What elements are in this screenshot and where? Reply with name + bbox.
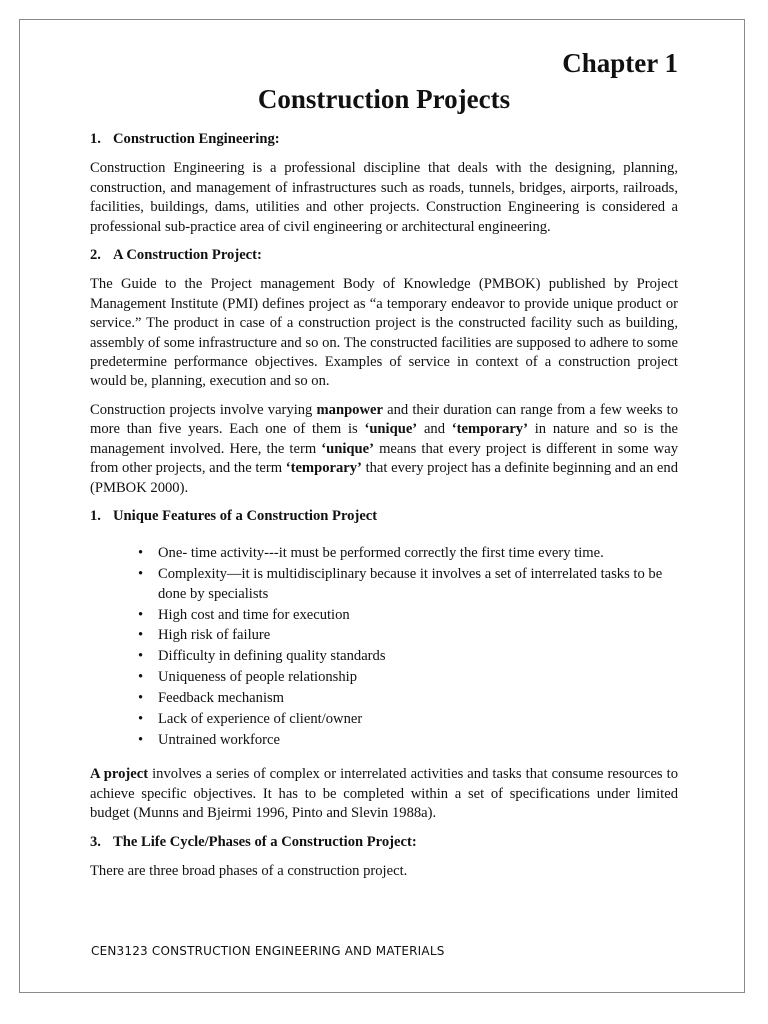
bullet-icon: •: [138, 606, 144, 623]
section-number: 1.: [90, 131, 101, 147]
list-item-text: Lack of experience of client/owner: [158, 711, 363, 728]
chapter-label: Chapter 1: [562, 48, 678, 78]
bullet-icon: •: [138, 669, 144, 686]
list-item-text: Feedback mechanism: [158, 690, 285, 707]
project-duration-paragraph: [90, 401, 678, 498]
list-item: [90, 689, 678, 708]
bullet-icon: •: [138, 648, 144, 665]
list-item-text: Complexity—it is multidisciplinary because it involves a set of interrelated tasks to be done by specialists: [158, 566, 663, 602]
bold-term-temporary: ‘temporary’: [285, 460, 362, 477]
section-heading-text: Unique Features of a Construction Project: [113, 507, 378, 524]
list-item: [90, 544, 678, 563]
section-heading-text: Construction Engineering:: [113, 131, 280, 147]
list-item-text: One- time activity---it must be performed correctly the first time every time.: [158, 545, 604, 562]
list-item: [90, 626, 678, 645]
text-run: that every project has a definite beginning and an end (PMBOK 2000).: [90, 460, 679, 496]
project-definition-paragraph: [90, 765, 678, 823]
text-run: Construction projects involve varying: [90, 401, 317, 418]
section-heading-construction-engineering: [90, 130, 678, 149]
page-title: Construction Projects: [257, 84, 511, 114]
section-heading-unique-features: [90, 507, 678, 526]
bold-term-unique: ‘unique’: [364, 421, 418, 438]
unique-features-list: [90, 544, 678, 750]
document-page: [19, 19, 745, 993]
bold-term-manpower: manpower: [316, 401, 383, 418]
list-item-text: Uniqueness of people relationship: [158, 669, 357, 686]
page-content: [90, 46, 678, 890]
bullet-icon: •: [138, 690, 144, 707]
list-item-text: High cost and time for execution: [158, 606, 350, 623]
text-run: involves a series of complex or interrelated activities and tasks that consume resources to achieve specific objectives. It has to be completed within a set of specifications under limited budget (Munns and Bjeirmi 1996, Pinto and Slevin 1988a).: [90, 766, 678, 822]
list-item-text: High risk of failure: [158, 627, 271, 644]
section-number: 2.: [90, 247, 101, 264]
section-heading-text: The Life Cycle/Phases of a Construction Project:: [113, 833, 417, 850]
bullet-icon: •: [138, 627, 144, 644]
section-heading-text: A Construction Project:: [113, 247, 262, 264]
bullet-icon: •: [138, 545, 144, 562]
bullet-icon: •: [138, 566, 144, 583]
section-heading-life-cycle: [90, 833, 678, 852]
list-item: [90, 647, 678, 666]
section-number: 3.: [90, 833, 101, 850]
construction-engineering-paragraph: Construction Engineering is a professional discipline that deals with the designing, planning, construction, and management of infrastructures such as roads, tunnels, bridges, airports, railroads, facilities, buildings, dams, utilities and other projects. Construction Engineering is considered a professional sub-practice area of civil engineering or architectural engineering.: [90, 160, 678, 235]
list-item: [90, 710, 678, 729]
bold-term-temporary: ‘temporary’: [451, 421, 528, 438]
list-item: [90, 606, 678, 625]
list-item: [90, 565, 678, 604]
page-footer: CEN3123 CONSTRUCTION ENGINEERING AND MATERIALS: [91, 944, 445, 958]
list-item-text: Difficulty in defining quality standards: [158, 648, 386, 665]
list-item: [90, 731, 678, 750]
bullet-icon: •: [138, 731, 144, 748]
section-heading-construction-project: [90, 246, 678, 265]
text-run: in nature and so is the management involved. Here, the term: [90, 421, 678, 457]
bold-term-unique: ‘unique’: [321, 440, 374, 457]
text-run: means that every project is different in some way from other projects, and the term: [90, 440, 678, 477]
bold-term-a-project: A project: [90, 766, 149, 783]
pmbok-definition-paragraph: The Guide to the Project management Body of Knowledge (PMBOK) published by Project Management Institute (PMI) defines project as “a temporary endeavor to provide unique product or service.” The product in case of a construction project is the constructed facility such as building, assembly of some infrastructure and so on. The constructed facilities are supposed to adhere to some predetermine performance objectives. Examples of service in context of a construction project would be, planning, execution and so on.: [90, 276, 678, 390]
list-item-text: Untrained workforce: [158, 731, 280, 748]
text-run: and their duration can range from a few weeks to more than five years. Each one of them is: [90, 401, 678, 438]
text-run: and: [417, 421, 452, 438]
list-item: [90, 668, 678, 687]
bullet-icon: •: [138, 711, 144, 728]
section-number: 1.: [90, 507, 101, 524]
phases-intro-paragraph: There are three broad phases of a construction project.: [90, 863, 408, 879]
